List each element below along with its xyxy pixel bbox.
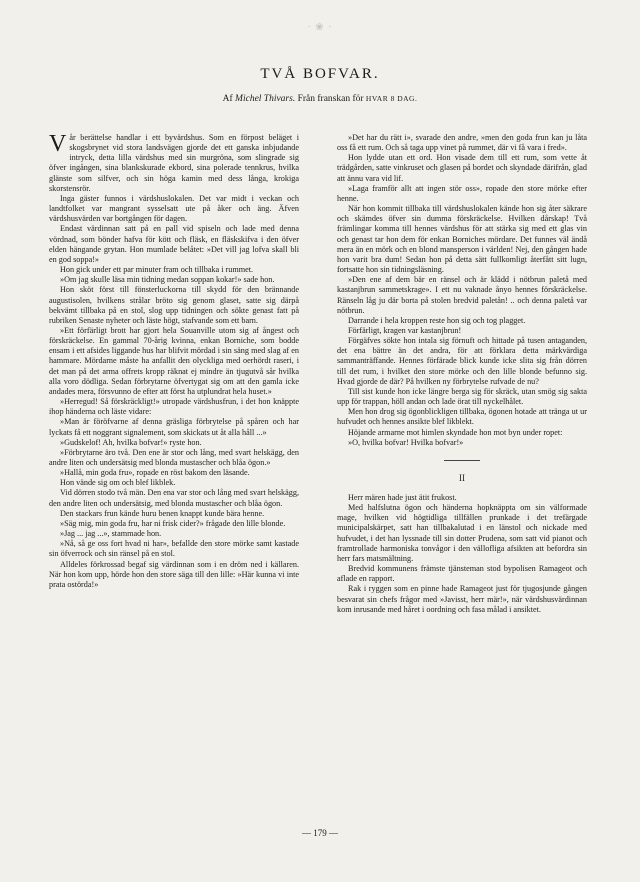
paragraph: Vid dörren stodo två män. Den ena var stor och lång med svart helskägg, den andre liten och undersätsig, med blonda mustascher och blåa ögon. bbox=[49, 488, 299, 508]
paragraph: »Hallå, min goda fru», ropade en röst bakom den läsande. bbox=[60, 468, 250, 478]
author-name: Michel Thivars. bbox=[235, 94, 296, 104]
byline-prefix: Af bbox=[222, 94, 233, 104]
paragraph: »Förbrytarne äro två. Den ene är stor och lång, med svart helskägg, den andre liten och undersätsig med blonda mustascher och blåa ögon.» bbox=[49, 447, 299, 467]
paragraph: »Om jag skulle läsa min tidning medan soppan kokar!» sade hon. bbox=[60, 275, 275, 285]
paragraph: »Den ene af dem bär en ränsel och är klädd i nötbrun paletå med kastanjbrun sammetskrage». I ett nu vaknade ånyo hennes förskräckelse. Ränseln låg ju där borta på stolen bredvid paletån! .. och denna paletå var nötbrun. bbox=[337, 275, 587, 315]
paragraph: Herr mären hade just ätit frukost. bbox=[348, 493, 457, 502]
paragraph: »Ett förfärligt brott har gjort hela Souanville utom sig af ångest och förskräckelse. En gammal 70-årig kvinna, enkan Borniche, som bodde ensam i ett afsides liggande hus har blifvit mördad i sin säng med slag af en hammare. Mördarne måste ha anfallit den olyckliga med oerhördt raseri, i det man på det arma offrets kropp räknat ej mindre än tjugutvå sår hvilka alla voro dödliga. Sedan förbrytarne öfvertygat sig om att den gamla icke andades mera, försvunno de efter att först ha utplundrat hela huset.» bbox=[49, 325, 299, 396]
paragraph: Den stackars frun kände huru benen knappt kunde bära henne. bbox=[60, 508, 265, 518]
byline-source: HVAR 8 DAG. bbox=[365, 94, 418, 103]
paragraph: »Jag ... jag ...», stammade hon. bbox=[60, 529, 162, 539]
paragraph-text: år berättelse handlar i ett byvärdshus. Som en förpost beläget i skogsbrynet vid stora landsvägen gjorde det ett ganska inbjudande intryck, detta lilla värdshus med sin murgröna, som slingrade sig öfver ingången, sina blankskurade ekbord, sina polerade tennkrus, hvilka glänste som silfver, och sin höga kamin med dess långa, krokiga skorstensrör. bbox=[49, 133, 299, 193]
paragraph: Hon gick under ett par minuter fram och tillbaka i rummet. bbox=[60, 265, 254, 275]
paragraph: Höjande armarne mot himlen skyndade hon mot byn under ropet: bbox=[348, 427, 563, 437]
paragraph: »Herregud! Så förskräckligt!» utropade värdshusfrun, i det hon knäppte ihop händerna och läste vidare: bbox=[49, 397, 299, 417]
paragraph: »Nå, så ge oss fort hvad ni har», befallde den store mörke samt kastade sin öfverrock och sin ränsel på en stol. bbox=[49, 539, 299, 559]
paragraph: »Gudskelof! Ah, hvilka bofvar!» ryste hon. bbox=[60, 437, 202, 447]
section-number: II bbox=[459, 472, 465, 483]
section-divider bbox=[444, 460, 480, 461]
paragraph bbox=[49, 133, 299, 194]
paragraph: Rak i ryggen som en pinne hade Ramageot just för tjugosjunde gången besvarat sin chefs frågor med »Javisst, herr mär!», när värdshusvärdinnan kom inrusande med håret i oordning och fasa målad i ansiktet. bbox=[337, 584, 587, 614]
right-column bbox=[337, 133, 587, 615]
paragraph: Förgäfves sökte hon intala sig förnuft och hittade på tusen antaganden, det ena bättre än det andra, för att förklara detta märkvärdiga sammanträffande. Hennes förfärade blick kunde icke slita sig från dörren till det rum, i hvilket den store mörke och den lille blonde befunno sig. Hvad gjorde de där? På hvilken ny förbrytelse rufvade de nu? bbox=[337, 336, 587, 386]
paragraph: »Det har du rätt i», svarade den andre, »men den goda frun kan ju låta oss få ett rum. Och så taga upp vinet på rummet, där vi få vara i fred». bbox=[337, 133, 587, 153]
paragraph: Bredvid kommunens främste tjänsteman stod bypolisen Ramageot och aflade en rapport. bbox=[337, 564, 587, 584]
paragraph: Hon lydde utan ett ord. Hon visade dem till ett rum, som vette åt trädgården, satte vinkruset och glasen på bordet och skyndade därifrån, glad att ännu vara vid lif. bbox=[337, 153, 587, 183]
paragraph: Till sist kunde hon icke längre berga sig för skräck, utan smög sig sakta upp för trappan, höll andan och lade örat till nyckelhålet. bbox=[337, 386, 587, 407]
paragraph: Hon vände sig om och blef likblek. bbox=[60, 478, 176, 488]
article-title: TVÅ BOFVAR. bbox=[260, 66, 380, 82]
header-ornament: · ❀ · bbox=[307, 22, 333, 33]
paragraph: Hon sköt först till fönsterluckorna till skydd för den brännande augustisolen, hvilkens strålar bröto sig genom glaset, satte sig därpå bekvämt tillbaka på en stol, slog upp tidningen och sökte genast fatt på rubriken Senaste nyheter och läste högt, stafvande som ett barn. bbox=[49, 285, 299, 325]
page-number: — 179 — bbox=[302, 828, 338, 838]
paragraph: Men hon drog sig ögonblickligen tillbaka, ögonen hotade att tränga ut ur hufvudet och hennes ansikte blef likblekt. bbox=[337, 407, 587, 427]
paragraph: När hon kommit tillbaka till värdshuslokalen kände hon sig åter säkrare och skämdes öfver sin dumma förskräckelse. Hvilken dårskap! Två främlingar komma till hennes värdshus för att stärka sig med ett glas vin och genast tar hon dem för enkan Borniches mördare. Det funnes väl ändå mera än en mörk och en blond mansperson i världen! Nej, den gången hade hon varit bra dum! Sedan hon på detta sätt fullkomligt återfått sitt lugn, fortsatte hon sin tidningsläsning. bbox=[337, 204, 587, 275]
paragraph: Förfärligt, kragen var kastanjbrun! bbox=[348, 325, 462, 335]
paragraph: Endast värdinnan satt på en pall vid spiseln och lade med denna vördnad, som bönder hafva för kött och fläsk, en fläskskifva i den öfver elden hängande grytan. Hon mumlade belåtet: »Det vill jag lofva skall bli en god soppa!» bbox=[49, 224, 299, 264]
paragraph: »Laga framför allt att ingen stör oss», ropade den store mörke efter henne. bbox=[337, 183, 587, 203]
paragraph: Inga gäster funnos i värdshuslokalen. Det var midt i veckan och landtfolket var mangrant sysselsatt ute på åker och äng. Äfven värdshusvärden var bortgången för dagen. bbox=[49, 193, 299, 224]
byline bbox=[0, 94, 640, 104]
byline-source-prefix: Från franskan för bbox=[297, 94, 364, 104]
drop-cap: V bbox=[49, 131, 67, 157]
paragraph: »O, hvilka bofvar! Hvilka bofvar!» bbox=[348, 437, 464, 447]
paragraph: »Säg mig, min goda fru, har ni frisk cider?» frågade den lille blonde. bbox=[60, 518, 286, 528]
paragraph: Med halfslutna ögon och händerna hopknäppta om sin välformade mage, hvilken vid högtidliga tillfällen prunkade i det trefärgade municipalskärpet, satt han tillbakalutad i en länstol och nickade med hufvudet, i det han lyssnade till sin dotter Prudena, som satt vid pianot och framtrollade harmoniska tonvågor i den vällofliga afsikten att befordra sin herr fars matsmältning. bbox=[337, 503, 587, 563]
paragraph: Alldeles förkrossad begaf sig värdinnan som i en dröm ned i källaren. När hon kom upp, hörde hon den store säga till den lille: »Här kunna vi inte prata ostörda!» bbox=[49, 559, 299, 589]
left-column bbox=[49, 133, 299, 590]
paragraph: »Man är föröfvarne af denna gräsliga förbrytelse på spåren och har lyckats få ett noggrant signalement, som skickats ut åt alla håll ...» bbox=[49, 417, 299, 437]
paragraph: Darrande i hela kroppen reste hon sig och tog plagget. bbox=[348, 315, 526, 325]
